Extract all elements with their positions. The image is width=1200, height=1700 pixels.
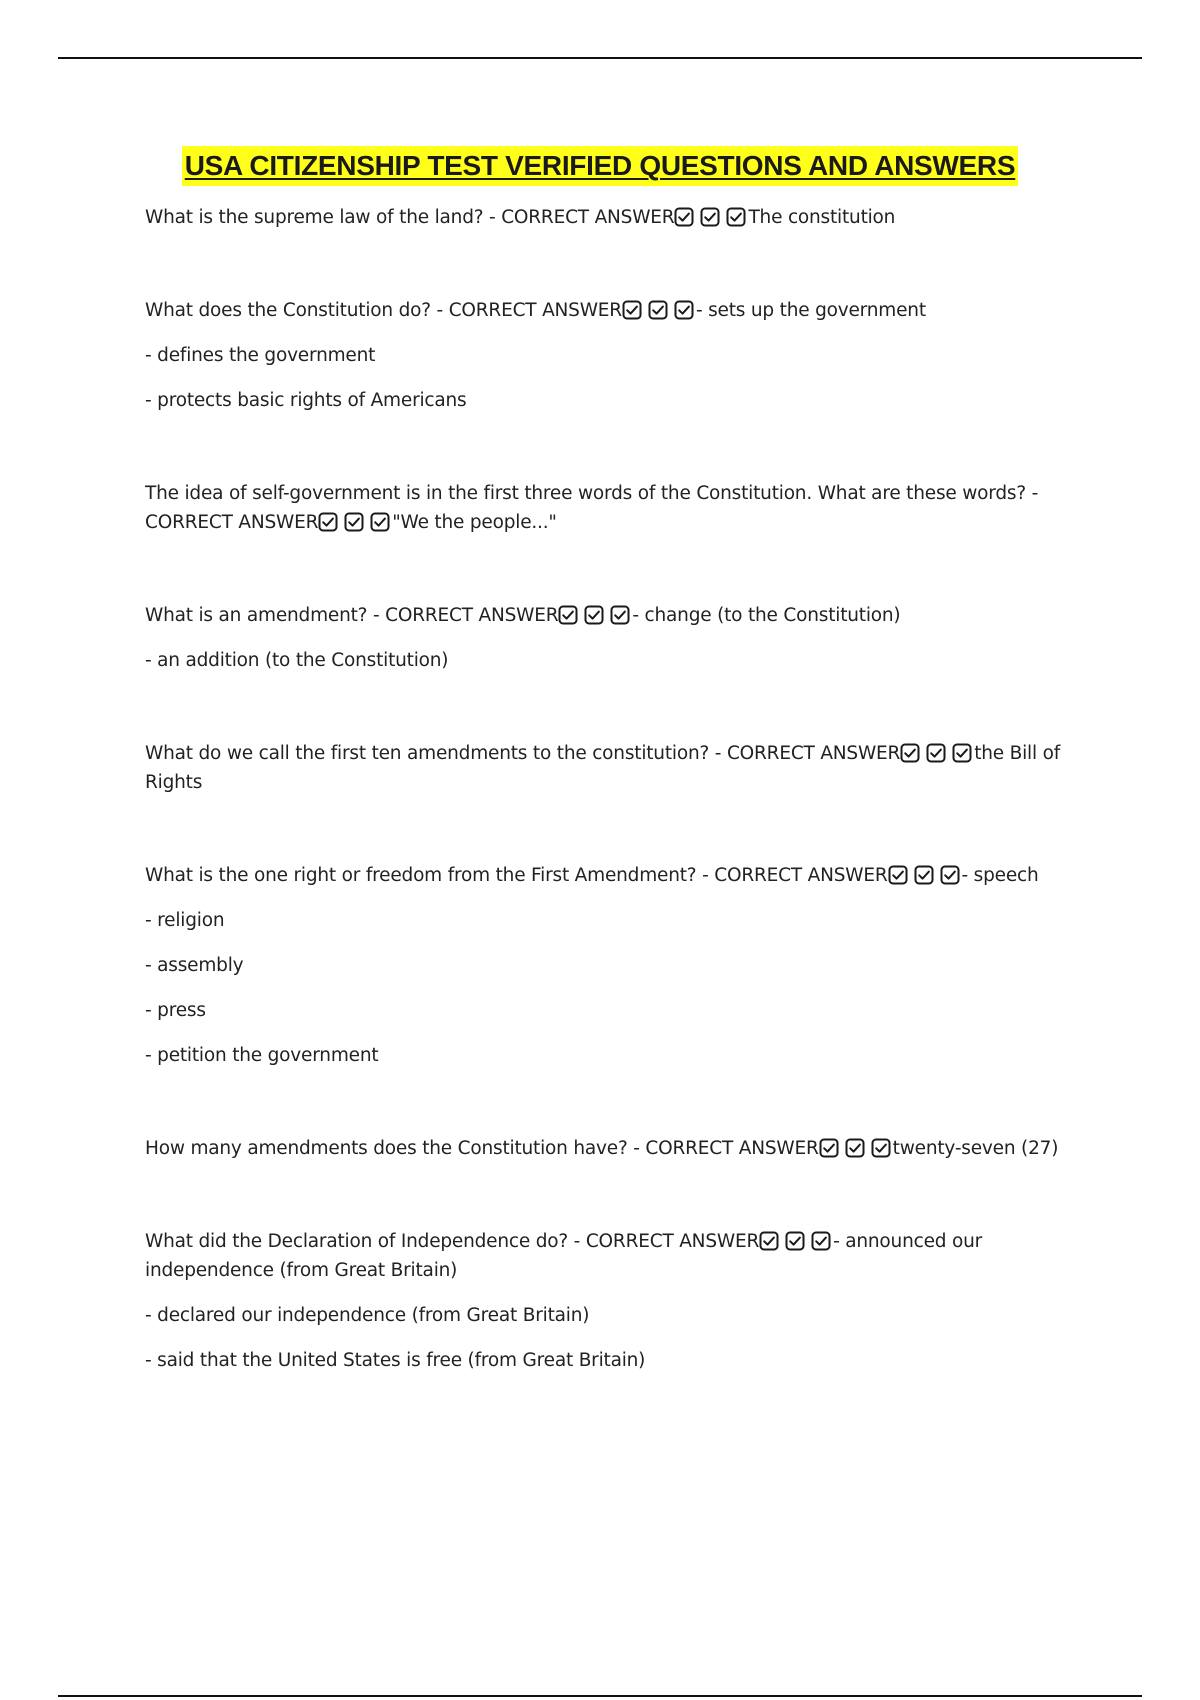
answer-text: - speech bbox=[961, 865, 1039, 886]
checkmark-group bbox=[759, 1227, 833, 1256]
answer-text: the Bill of Rights bbox=[145, 743, 1061, 793]
question-text: What is the one right or freedom from the First Amendment? - bbox=[145, 865, 715, 886]
correct-answer-label: CORRECT ANSWER bbox=[501, 207, 675, 228]
checkbox-checked-icon bbox=[914, 865, 934, 885]
checkmark-group bbox=[900, 739, 974, 768]
footer-rule bbox=[58, 1695, 1142, 1697]
checkbox-checked-icon bbox=[845, 1138, 865, 1158]
checkbox-checked-icon bbox=[785, 1231, 805, 1251]
checkbox-checked-icon bbox=[700, 207, 720, 227]
checkbox-checked-icon bbox=[622, 300, 642, 320]
qa-item bbox=[145, 861, 1080, 1070]
additional-answer: - said that the United States is free (from Great Britain) bbox=[145, 1350, 646, 1371]
correct-answer-label: CORRECT ANSWER bbox=[145, 512, 319, 533]
checkbox-checked-icon bbox=[819, 1138, 839, 1158]
checkmark-group bbox=[888, 861, 962, 890]
additional-answer: - declared our independence (from Great Britain) bbox=[145, 1305, 590, 1326]
qa-item bbox=[145, 1227, 1080, 1375]
additional-answer: - press bbox=[145, 1000, 206, 1021]
question-line bbox=[145, 1134, 1080, 1163]
checkbox-checked-icon bbox=[726, 207, 746, 227]
checkbox-checked-icon bbox=[952, 743, 972, 763]
checkbox-checked-icon bbox=[674, 300, 694, 320]
checkbox-checked-icon bbox=[811, 1231, 831, 1251]
question-text: The idea of self-government is in the first three words of the Constitution. What are these words? - bbox=[145, 483, 1039, 504]
correct-answer-label: CORRECT ANSWER bbox=[726, 743, 901, 764]
correct-answer-label: CORRECT ANSWER bbox=[448, 300, 622, 321]
checkbox-checked-icon bbox=[759, 1231, 779, 1251]
answer-text: - sets up the government bbox=[695, 300, 926, 321]
header-rule bbox=[58, 57, 1142, 59]
answer-text: - change (to the Constitution) bbox=[632, 605, 901, 626]
qa-item bbox=[145, 739, 1080, 797]
checkmark-group bbox=[318, 508, 392, 537]
correct-answer-label: CORRECT ANSWER bbox=[385, 605, 559, 626]
checkbox-checked-icon bbox=[558, 605, 578, 625]
answer-text: The constitution bbox=[748, 207, 896, 228]
checkbox-checked-icon bbox=[318, 512, 338, 532]
checkbox-checked-icon bbox=[888, 865, 908, 885]
correct-answer-label: CORRECT ANSWER bbox=[714, 865, 888, 886]
checkbox-checked-icon bbox=[648, 300, 668, 320]
question-list bbox=[145, 203, 1080, 1439]
checkmark-group bbox=[558, 601, 632, 630]
question-line bbox=[145, 479, 1080, 537]
additional-answer: - an addition (to the Constitution) bbox=[145, 650, 449, 671]
qa-item bbox=[145, 1134, 1080, 1163]
question-line bbox=[145, 1227, 1080, 1285]
question-text: What is the supreme law of the land? - bbox=[145, 207, 502, 228]
additional-answer: - protects basic rights of Americans bbox=[145, 390, 467, 411]
checkbox-checked-icon bbox=[674, 207, 694, 227]
checkbox-checked-icon bbox=[900, 743, 920, 763]
checkbox-checked-icon bbox=[344, 512, 364, 532]
checkbox-checked-icon bbox=[940, 865, 960, 885]
answer-text: - announced our independence (from Great Britain) bbox=[145, 1231, 983, 1281]
qa-item bbox=[145, 601, 1080, 675]
answer-text: "We the people..." bbox=[392, 512, 557, 533]
question-line bbox=[145, 601, 1080, 630]
question-line bbox=[145, 861, 1080, 890]
checkbox-checked-icon bbox=[584, 605, 604, 625]
question-line bbox=[145, 739, 1080, 797]
qa-item bbox=[145, 203, 1080, 232]
checkbox-checked-icon bbox=[926, 743, 946, 763]
question-text: What is an amendment? - bbox=[145, 605, 386, 626]
additional-answer: - defines the government bbox=[145, 345, 376, 366]
answer-text: twenty-seven (27) bbox=[892, 1138, 1059, 1159]
title-block bbox=[0, 146, 1200, 186]
checkmark-group bbox=[622, 296, 696, 325]
additional-answer: - assembly bbox=[145, 955, 244, 976]
document-title: USA CITIZENSHIP TEST VERIFIED QUESTIONS AND ANSWERS bbox=[182, 146, 1018, 186]
question-line bbox=[145, 203, 1080, 232]
question-text: What did the Declaration of Independence do? - bbox=[145, 1231, 586, 1252]
question-text: How many amendments does the Constitution have? - bbox=[145, 1138, 646, 1159]
additional-answer: - petition the government bbox=[145, 1045, 379, 1066]
checkbox-checked-icon bbox=[370, 512, 390, 532]
question-line bbox=[145, 296, 1080, 325]
question-text: What do we call the first ten amendments to the constitution? - bbox=[145, 743, 727, 764]
qa-item bbox=[145, 296, 1080, 415]
checkmark-group bbox=[674, 203, 748, 232]
question-text: What does the Constitution do? - bbox=[145, 300, 449, 321]
correct-answer-label: CORRECT ANSWER bbox=[645, 1138, 819, 1159]
qa-item bbox=[145, 479, 1080, 537]
checkbox-checked-icon bbox=[610, 605, 630, 625]
checkbox-checked-icon bbox=[871, 1138, 891, 1158]
additional-answer: - religion bbox=[145, 910, 225, 931]
correct-answer-label: CORRECT ANSWER bbox=[585, 1231, 760, 1252]
checkmark-group bbox=[819, 1134, 893, 1163]
